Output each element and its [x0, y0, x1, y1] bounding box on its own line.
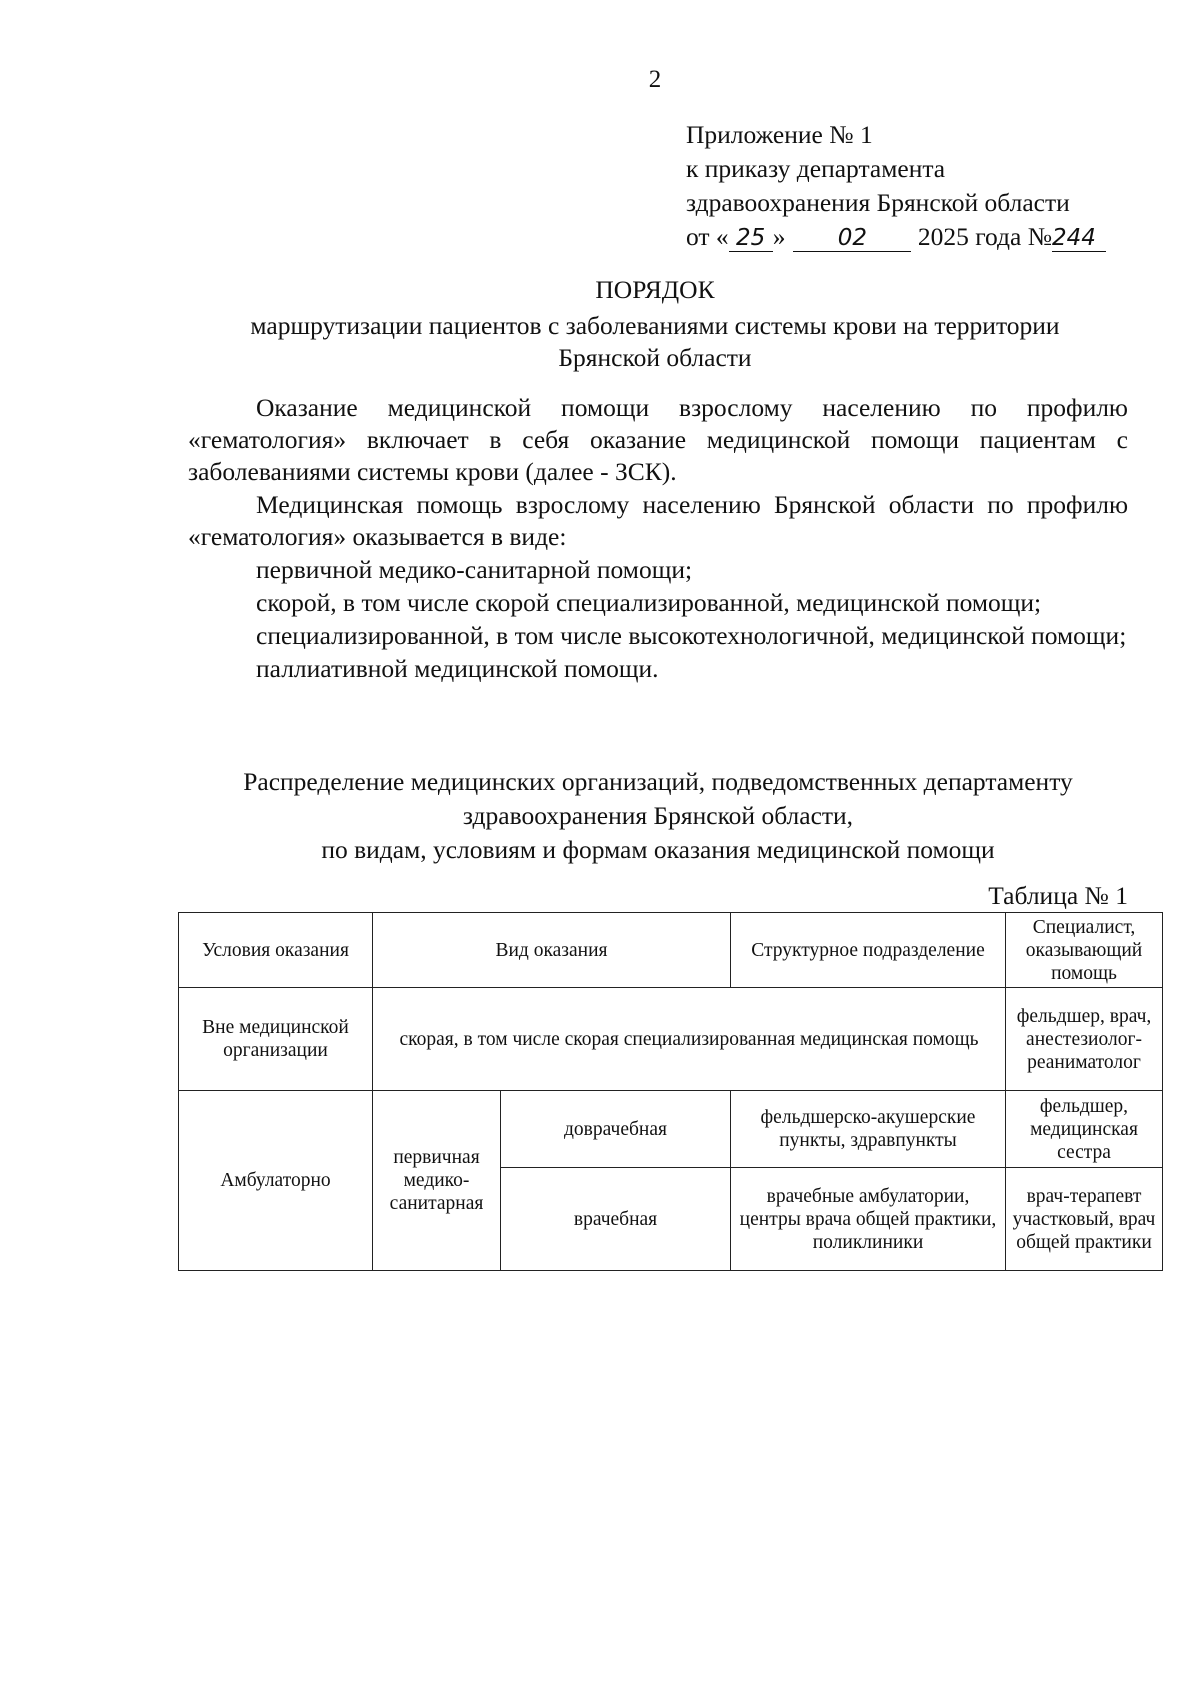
date-prefix: от «: [686, 222, 729, 251]
routing-table: [178, 912, 1163, 1271]
date-mid: »: [772, 222, 786, 251]
paragraph-1: Оказание медицинской помощи взрослому населению по профилю «гематология» включает в себя оказание медицинской помощи пациентам с заболеваниями системы крови (далее - ЗСК).: [188, 393, 1128, 486]
body-text: [188, 392, 1128, 685]
date-year-text: 2025 года №: [917, 222, 1053, 251]
list-item-emergency: скорой, в том числе скорой специализированной, медицинской помощи;: [256, 588, 1042, 617]
cell-type-primary: первичная медико-санитарная: [373, 1091, 501, 1271]
appendix-line-1: Приложение № 1: [686, 120, 873, 149]
list-item-palliative: паллиативной медицинской помощи.: [256, 654, 659, 683]
distribution-title-line-2: здравоохранения Брянской области,: [462, 801, 854, 830]
table-row: [179, 1091, 1163, 1168]
cell-specialist-outside: фельдшер, врач, анестезиолог-реаниматолог: [1006, 988, 1163, 1091]
header-type: Вид оказания: [373, 913, 731, 988]
distribution-title-line-1: Распределение медицинских организаций, подведомственных департаменту: [243, 767, 1073, 796]
table-row: [179, 988, 1163, 1091]
cell-condition-ambulatory: Амбулаторно: [179, 1091, 373, 1271]
distribution-title: [188, 765, 1128, 867]
appendix-line-2: к приказу департамента: [686, 154, 946, 183]
appendix-line-3: здравоохранения Брянской области: [686, 188, 1070, 217]
cell-type-emergency: скорая, в том числе скорая специализированная медицинская помощь: [373, 988, 1006, 1091]
table-caption: Таблица № 1: [988, 881, 1128, 910]
document-subtitle-line-1: маршрутизации пациентов с заболеваниями системы крови на территории: [250, 311, 1060, 340]
date-month-handwritten: 02: [793, 225, 911, 252]
paragraph-2: Медицинская помощь взрослому населению Брянской области по профилю «гематология» оказывается в виде:: [188, 490, 1128, 551]
document-title: ПОРЯДОК: [595, 275, 715, 304]
cell-unit-prehospital: фельдшерско-акушерские пункты, здравпункты: [731, 1091, 1006, 1168]
cell-specialist-prehospital: фельдшер, медицинская сестра: [1006, 1091, 1163, 1168]
table-header-row: [179, 913, 1163, 988]
header-conditions: Условия оказания: [179, 913, 373, 988]
header-specialist: Специалист, оказывающий помощь: [1006, 913, 1163, 988]
order-number-handwritten: 244: [1052, 225, 1106, 252]
cell-unit-physician: врачебные амбулатории, центры врача общей практики, поликлиники: [731, 1168, 1006, 1271]
cell-subtype-prehospital: доврачебная: [501, 1091, 731, 1168]
cell-condition-outside: Вне медицинской организации: [179, 988, 373, 1091]
appendix-date-line: [686, 220, 1106, 254]
cell-subtype-physician: врачебная: [501, 1168, 731, 1271]
header-unit: Структурное подразделение: [731, 913, 1006, 988]
document-subtitle-line-2: Брянской области: [558, 343, 752, 372]
date-day-handwritten: 25: [729, 225, 773, 252]
list-item-specialized: специализированной, в том числе высокотехнологичной, медицинской помощи;: [256, 621, 1127, 650]
appendix-block: [686, 118, 1106, 254]
cell-specialist-physician: врач-терапевт участковый, врач общей практики: [1006, 1168, 1163, 1271]
page-number: 2: [648, 66, 662, 93]
distribution-title-line-3: по видам, условиям и формам оказания медицинской помощи: [321, 835, 995, 864]
list-item-primary: первичной медико-санитарной помощи;: [256, 555, 693, 584]
